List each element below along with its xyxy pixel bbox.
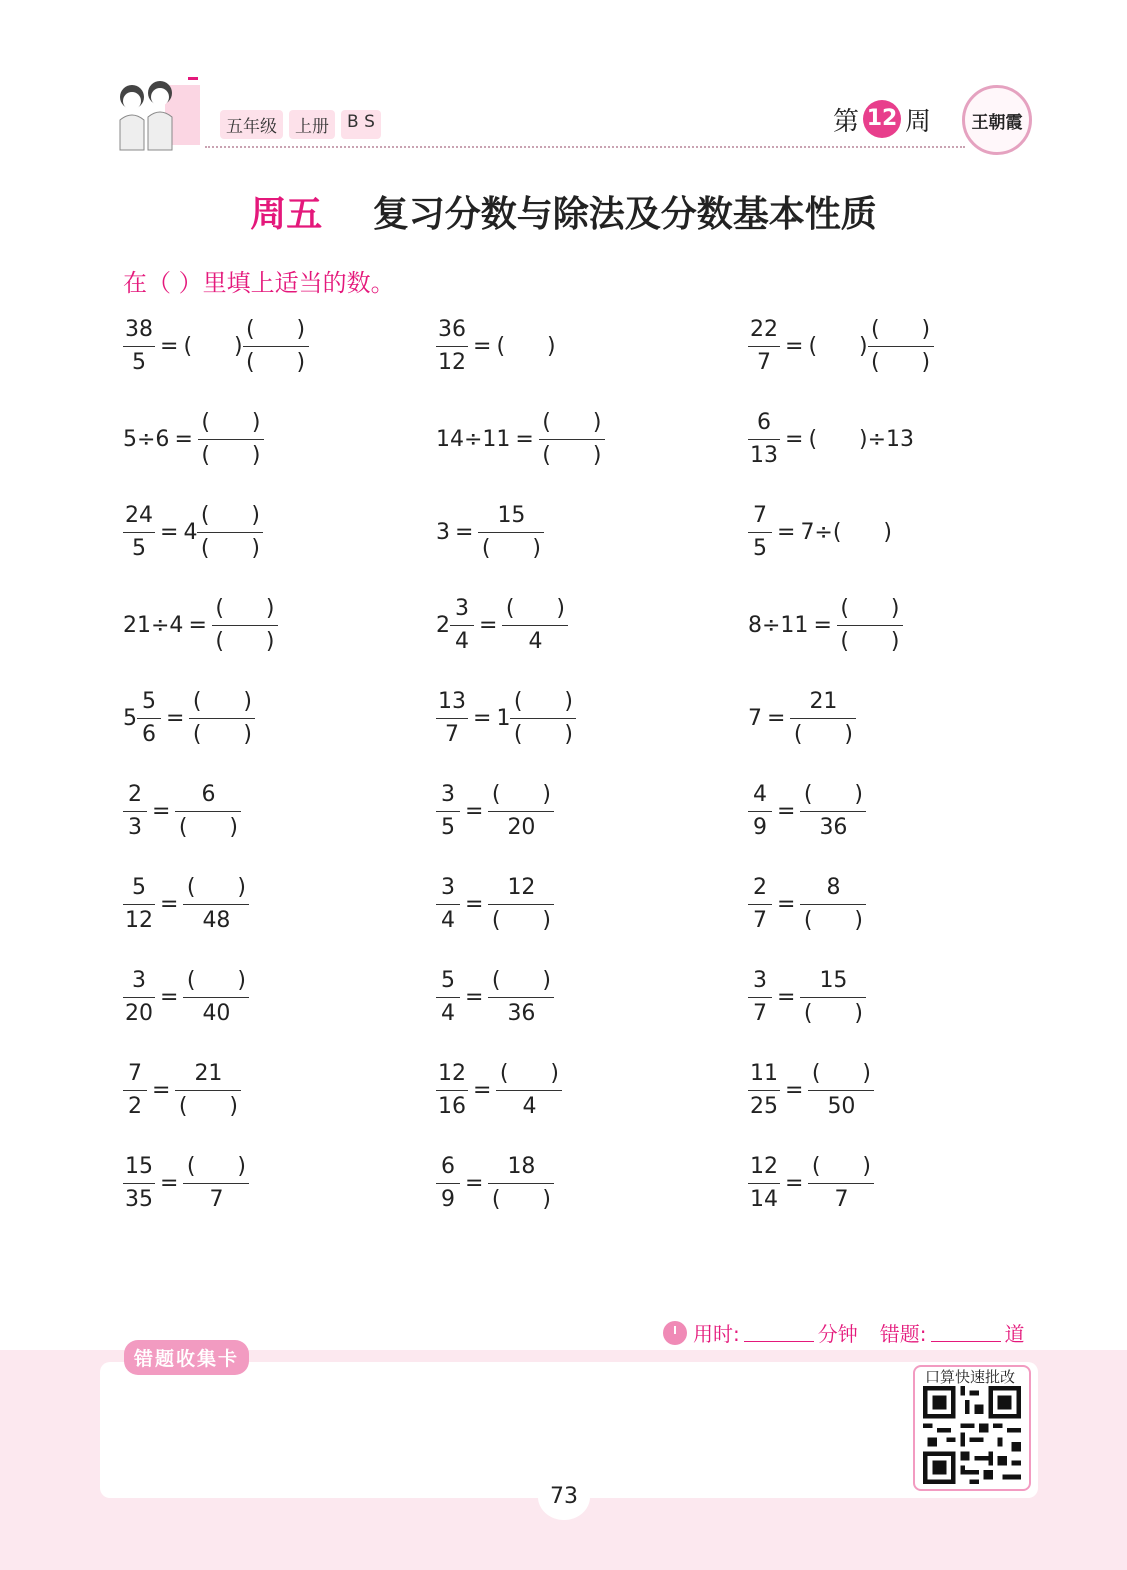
numerator: 24: [125, 502, 153, 528]
fraction: [123, 872, 155, 937]
numerator: 3: [753, 967, 767, 993]
fraction: [748, 500, 772, 565]
problem-r3c3: [748, 496, 892, 568]
problem-r9c2: [436, 1054, 562, 1126]
denominator: 14: [750, 1186, 778, 1212]
numerator: 21: [809, 688, 838, 714]
answer-fraction[interactable]: [800, 872, 866, 937]
equals-sign: =: [473, 1077, 492, 1103]
problem-r6c1: [123, 775, 241, 847]
numerator: 5: [132, 874, 146, 900]
denominator: ( ): [215, 628, 275, 654]
fraction: [123, 1058, 147, 1123]
denominator: ( ): [178, 1093, 238, 1119]
numerator: 6: [757, 409, 771, 435]
numerator: ( ): [803, 781, 863, 807]
equals-sign: =: [465, 891, 484, 917]
problem-row: [123, 496, 1023, 576]
equals-sign: =: [188, 612, 207, 638]
answer-fraction[interactable]: [837, 593, 903, 658]
equals-sign: =: [174, 426, 193, 452]
equals-sign: =: [785, 1077, 804, 1103]
fraction: [450, 593, 474, 658]
children-illustration-icon: [110, 75, 205, 155]
qr-code-icon[interactable]: [923, 1386, 1021, 1484]
problem-r2c1: [123, 403, 264, 475]
answer-fraction[interactable]: [488, 1151, 554, 1216]
equals-sign: =: [152, 798, 171, 824]
whole-number: 4: [183, 519, 198, 545]
problem-r7c2: [436, 868, 554, 940]
whole-number: 5: [123, 705, 137, 731]
denominator: 7: [445, 721, 459, 747]
instruction: 在（ ）里填上适当的数。: [123, 269, 395, 297]
denominator: 16: [438, 1093, 466, 1119]
equals-sign: =: [160, 333, 179, 359]
numerator: 3: [132, 967, 146, 993]
problem-r8c1: [123, 961, 249, 1033]
fraction: [123, 500, 155, 565]
denominator: 4: [441, 907, 455, 933]
brand-seal-icon: [962, 85, 1032, 155]
equals-sign: =: [160, 984, 179, 1010]
errors-field[interactable]: [931, 1324, 1001, 1342]
numerator: ( ): [491, 781, 551, 807]
equals-sign: =: [785, 426, 804, 452]
problem-row: [123, 310, 1023, 390]
fraction: [123, 1151, 155, 1216]
denominator: 40: [202, 1000, 231, 1026]
page-header: [0, 0, 1127, 170]
numerator: 18: [507, 1153, 536, 1179]
denominator: 6: [142, 721, 156, 747]
equals-sign: =: [767, 705, 786, 731]
denominator: ( ): [793, 721, 853, 747]
denominator: 5: [753, 535, 767, 561]
expression: 3: [436, 519, 450, 545]
problem-r5c1: [123, 682, 255, 754]
equals-sign: =: [777, 891, 796, 917]
answer-fraction[interactable]: [183, 965, 249, 1030]
problem-row: [123, 868, 1023, 948]
equals-sign: =: [160, 519, 179, 545]
equals-sign: =: [785, 333, 804, 359]
answer-fraction[interactable]: [198, 407, 264, 472]
numerator: 15: [125, 1153, 153, 1179]
answer-fraction[interactable]: [197, 500, 263, 565]
expression: 8÷11: [748, 612, 809, 638]
problem-r4c1: [123, 589, 278, 661]
numerator: 3: [455, 595, 469, 621]
denominator: 4: [441, 1000, 455, 1026]
error-card-label: 错题收集卡: [124, 1340, 249, 1375]
answer-fraction[interactable]: [189, 686, 255, 751]
numerator: 12: [750, 1153, 778, 1179]
denominator: 50: [827, 1093, 856, 1119]
problem-r5c2: [436, 682, 576, 754]
expression: 5÷6: [123, 426, 170, 452]
expression-tail: ÷13: [867, 426, 914, 452]
header-divider: [205, 146, 965, 148]
numerator: ( ): [505, 595, 565, 621]
equals-sign: =: [160, 1170, 179, 1196]
numerator: 8: [826, 874, 841, 900]
denominator: 35: [125, 1186, 153, 1212]
numerator: ( ): [811, 1060, 871, 1086]
week-prefix: 第: [833, 106, 860, 137]
answer-fraction[interactable]: [539, 407, 605, 472]
equals-sign: =: [160, 891, 179, 917]
numerator: 5: [441, 967, 455, 993]
denominator: ( ): [178, 814, 238, 840]
equals-sign: =: [166, 705, 185, 731]
answer-fraction[interactable]: [488, 872, 554, 937]
numerator: 36: [438, 316, 466, 342]
numerator: ( ): [491, 967, 551, 993]
fraction: [748, 1151, 780, 1216]
answer-fraction[interactable]: [175, 779, 241, 844]
equals-sign: =: [455, 519, 474, 545]
equals-sign: =: [465, 984, 484, 1010]
problem-row: [123, 1054, 1023, 1134]
denominator: ( ): [200, 535, 260, 561]
numerator: 6: [441, 1153, 455, 1179]
problem-r3c2: [436, 496, 544, 568]
answer-blank[interactable]: ( ): [183, 333, 243, 359]
denominator: ( ): [803, 907, 863, 933]
problem-r4c3: [748, 589, 903, 661]
answer-blank[interactable]: ( ): [808, 426, 868, 452]
numerator: ( ): [811, 1153, 871, 1179]
expression-tail: 7÷: [800, 519, 833, 545]
title-day: 周五: [250, 194, 323, 235]
denominator: 7: [834, 1186, 849, 1212]
time-tracker: [663, 1318, 1025, 1347]
problem-r1c1: [123, 310, 309, 382]
equals-sign: =: [777, 984, 796, 1010]
denominator: 9: [753, 814, 767, 840]
numerator: 22: [750, 316, 778, 342]
numerator: ( ): [186, 967, 246, 993]
fraction: [436, 1151, 460, 1216]
fraction: [123, 314, 155, 379]
problem-r2c3: [748, 403, 914, 475]
equals-sign: =: [777, 798, 796, 824]
problem-r1c2: [436, 310, 556, 382]
problem-row: [123, 1147, 1023, 1227]
answer-fraction[interactable]: [510, 686, 576, 751]
denominator: ( ): [542, 442, 602, 468]
denominator: ( ): [871, 349, 931, 375]
fraction: [748, 1058, 780, 1123]
numerator: ( ): [246, 316, 306, 342]
problem-r9c1: [123, 1054, 241, 1126]
errors-unit: 道: [1004, 1322, 1025, 1346]
answer-fraction[interactable]: [790, 686, 856, 751]
page-number: 73: [538, 1474, 590, 1520]
equals-sign: =: [465, 1170, 484, 1196]
qr-title: 口算快速批改: [925, 1368, 1016, 1386]
problem-r10c2: [436, 1147, 554, 1219]
numerator: ( ): [192, 688, 252, 714]
fraction: [436, 965, 460, 1030]
numerator: 15: [497, 502, 526, 528]
problem-r9c3: [748, 1054, 874, 1126]
denominator: ( ): [246, 349, 306, 375]
denominator: 5: [441, 814, 455, 840]
denominator: 4: [522, 1093, 537, 1119]
numerator: ( ): [542, 409, 602, 435]
denominator: 36: [819, 814, 848, 840]
numerator: ( ): [200, 502, 260, 528]
fraction: [123, 965, 155, 1030]
problem-r6c3: [748, 775, 866, 847]
time-field[interactable]: [744, 1324, 814, 1342]
numerator: 11: [750, 1060, 778, 1086]
denominator: ( ): [803, 1000, 863, 1026]
grade-tags: [220, 110, 381, 139]
fraction: [748, 779, 772, 844]
equals-sign: =: [785, 1170, 804, 1196]
answer-fraction[interactable]: [183, 872, 249, 937]
page-title: [0, 186, 1127, 237]
problem-r8c2: [436, 961, 554, 1033]
week-number-badge: 12: [863, 100, 901, 138]
numerator: ( ): [871, 316, 931, 342]
fraction: [436, 779, 460, 844]
whole-number: 1: [496, 705, 511, 731]
denominator: 20: [507, 814, 536, 840]
problem-r10c3: [748, 1147, 874, 1219]
problem-r6c2: [436, 775, 554, 847]
numerator: 3: [441, 874, 455, 900]
answer-fraction[interactable]: [183, 1151, 249, 1216]
problem-row: [123, 403, 1023, 483]
numerator: 3: [441, 781, 455, 807]
answer-fraction[interactable]: [488, 779, 554, 844]
equals-sign: =: [465, 798, 484, 824]
time-label: 用时:: [693, 1322, 740, 1346]
numerator: ( ): [186, 1153, 246, 1179]
problem-row: [123, 589, 1023, 669]
fraction: [748, 314, 780, 379]
answer-fraction[interactable]: [868, 314, 934, 379]
problem-r5c3: [748, 682, 856, 754]
answer-fraction[interactable]: [175, 1058, 241, 1123]
errors-label: 错题:: [879, 1322, 927, 1346]
numerator: ( ): [840, 595, 900, 621]
denominator: 36: [507, 1000, 536, 1026]
numerator: 7: [753, 502, 767, 528]
denominator: 7: [753, 1000, 767, 1026]
expression: 7: [748, 705, 762, 731]
numerator: 5: [142, 688, 156, 714]
answer-fraction[interactable]: [478, 500, 544, 565]
numerator: 12: [507, 874, 536, 900]
numerator: ( ): [201, 409, 261, 435]
denominator: 48: [202, 907, 231, 933]
numerator: 21: [194, 1060, 223, 1086]
denominator: 3: [128, 814, 142, 840]
answer-fraction[interactable]: [808, 1058, 874, 1123]
problem-r7c1: [123, 868, 249, 940]
expression: 21÷4: [123, 612, 184, 638]
answer-fraction[interactable]: [488, 965, 554, 1030]
denominator: 12: [125, 907, 153, 933]
answer-fraction[interactable]: [212, 593, 278, 658]
problem-row: [123, 961, 1023, 1041]
equals-sign: =: [473, 705, 492, 731]
problem-r1c3: [748, 310, 934, 382]
denominator: 12: [438, 349, 466, 375]
numerator: ( ): [215, 595, 275, 621]
denominator: 7: [757, 349, 771, 375]
denominator: 2: [128, 1093, 142, 1119]
fraction: [436, 1058, 468, 1123]
fraction: [748, 965, 772, 1030]
denominator: 9: [441, 1186, 455, 1212]
answer-blank[interactable]: ( ): [808, 333, 868, 359]
fraction: [436, 872, 460, 937]
problem-r4c2: [436, 589, 568, 661]
fraction: [436, 686, 468, 751]
fraction: [748, 872, 772, 937]
numerator: ( ): [499, 1060, 559, 1086]
answer-fraction[interactable]: [496, 1058, 562, 1123]
grade-tag: 五年级: [220, 110, 283, 139]
denominator: 5: [132, 349, 146, 375]
volume-tag: 上册: [289, 110, 335, 139]
problem-row: [123, 682, 1023, 762]
equals-sign: =: [813, 612, 832, 638]
answer-fraction[interactable]: [502, 593, 568, 658]
numerator: 2: [753, 874, 767, 900]
equals-sign: =: [479, 612, 498, 638]
time-unit: 分钟: [817, 1322, 858, 1346]
seal-text: 王朝霞: [971, 112, 1023, 133]
numerator: ( ): [186, 874, 246, 900]
denominator: ( ): [513, 721, 573, 747]
fraction: [137, 686, 161, 751]
answer-fraction[interactable]: [800, 779, 866, 844]
week-indicator: [833, 100, 931, 138]
problem-r10c1: [123, 1147, 249, 1219]
numerator: 38: [125, 316, 153, 342]
answer-blank[interactable]: ( ): [496, 333, 556, 359]
edition-tag: B S: [341, 110, 381, 139]
title-topic: 复习分数与除法及分数基本性质: [372, 194, 877, 235]
problem-r7c3: [748, 868, 866, 940]
equals-sign: =: [473, 333, 492, 359]
fraction: [123, 779, 147, 844]
whole-number: 2: [436, 612, 450, 638]
denominator: 5: [132, 535, 146, 561]
problem-r2c2: [436, 403, 605, 475]
numerator: 6: [201, 781, 216, 807]
answer-fraction[interactable]: [808, 1151, 874, 1216]
numerator: ( ): [513, 688, 573, 714]
fraction: [436, 314, 468, 379]
problem-r8c3: [748, 961, 866, 1033]
denominator: 13: [750, 442, 778, 468]
equals-sign: =: [515, 426, 534, 452]
fraction: [748, 407, 780, 472]
answer-fraction[interactable]: [800, 965, 866, 1030]
denominator: 7: [753, 907, 767, 933]
numerator: 12: [438, 1060, 466, 1086]
denominator: 20: [125, 1000, 153, 1026]
denominator: ( ): [201, 442, 261, 468]
denominator: ( ): [491, 907, 551, 933]
denominator: 4: [528, 628, 543, 654]
expression: 14÷11: [436, 426, 511, 452]
answer-fraction[interactable]: [243, 314, 309, 379]
numerator: 7: [128, 1060, 142, 1086]
equals-sign: =: [152, 1077, 171, 1103]
problem-r3c1: [123, 496, 263, 568]
denominator: ( ): [481, 535, 541, 561]
clock-icon: [663, 1321, 687, 1345]
answer-blank[interactable]: ( ): [832, 519, 892, 545]
numerator: 13: [438, 688, 466, 714]
denominator: 25: [750, 1093, 778, 1119]
numerator: 2: [128, 781, 142, 807]
numerator: 4: [753, 781, 767, 807]
equals-sign: =: [777, 519, 796, 545]
numerator: 15: [819, 967, 848, 993]
problem-row: [123, 775, 1023, 855]
denominator: 7: [209, 1186, 224, 1212]
denominator: ( ): [491, 1186, 551, 1212]
denominator: ( ): [840, 628, 900, 654]
denominator: ( ): [192, 721, 252, 747]
denominator: 4: [455, 628, 469, 654]
week-suffix: 周: [905, 106, 932, 137]
